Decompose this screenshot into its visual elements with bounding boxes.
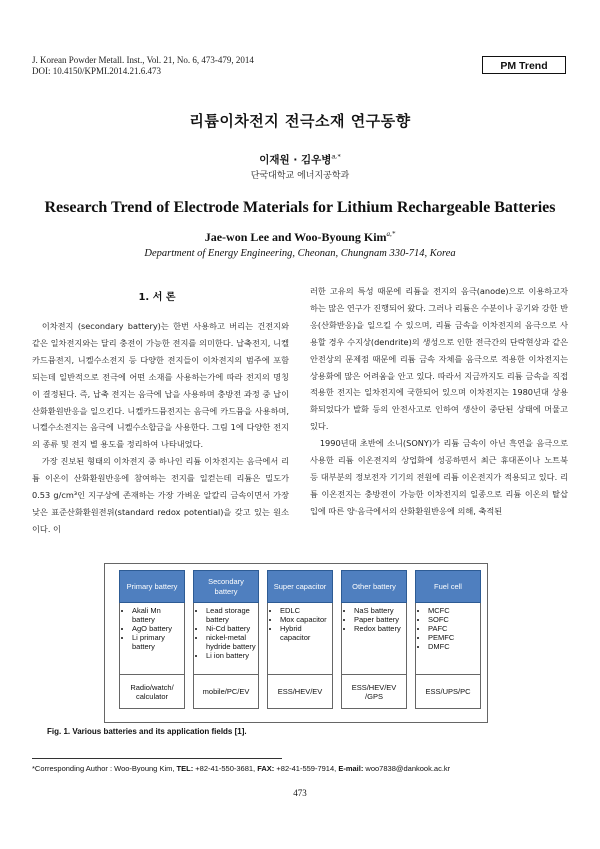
korean-author-superscript: a,*: [331, 152, 341, 161]
figure-item: • MCFC: [428, 606, 478, 615]
figure-column-header: Secondary battery: [193, 570, 259, 603]
figure-column-items: [193, 603, 259, 675]
figure-item: • PAFC: [428, 624, 478, 633]
figure-item: • Ni-Cd battery: [206, 624, 256, 633]
english-author-superscript: a,*: [386, 230, 396, 238]
page-number: 473: [293, 788, 307, 798]
figure-item: • Lead storage battery: [206, 606, 256, 624]
figure-column-footer: mobile/PC/EV: [193, 675, 259, 709]
figure-column-items: [341, 603, 407, 675]
figure-column-footer: Radio/watch/ calculator: [119, 675, 185, 709]
paragraph: 가장 진보된 형태의 이차전지 중 하나인 리튬 이차전지는 음극에서 리튬 이온이 산화환원반응에 참여하는 전지를 일컫는데 리튬은 밀도가 0.53 g/cm³인 지구상에 존재하는 가장 가벼운 알칼리 금속이면서 가장 낮은 표준산화환원전위(standard redox potential)을 갖고 있는 원소이다. 이: [32, 456, 289, 534]
figure-item: • PEMFC: [428, 633, 478, 642]
footnote-fax: +82-41-559-7914,: [274, 764, 339, 773]
figure-column-fuelcell: [415, 570, 481, 709]
footnote-tel: +82-41-550-3681,: [193, 764, 258, 773]
paragraph: 이차전지 (secondary battery)는 한번 사용하고 버리는 건전지와 같은 일차전지와는 달리 충전이 가능한 전지를 의미한다. 납축전지, 니켈카드뮴전지, 니켈수소전지 등 다양한 전지들이 이차전지의 범주에 포함되는데 일반적으로 전극에 어떤 소재를 사용하는가에 따라 전지의 명칭이 결정된다. 즉, 납축 전지는 음극에 납을 사용하며 충방전 과정 중 납이 산화환원반응을 일으킨다. 니켈카드뮴전지는 음극에 카드뮴을 사용하며, 니켈수소전지는 음극에 니켈수소합금을 사용한다. 그림 1에 다양한 전지의 종류 및 전지 별 용도를 정리하여 나타내었다.: [32, 321, 289, 450]
figure-item: • Redox battery: [354, 624, 404, 633]
figure-item: • Hybrid capacitor: [280, 624, 330, 642]
right-column: [310, 283, 568, 520]
figure-item: • Akali Mn battery: [132, 606, 182, 624]
paragraph: 러한 고유의 특성 때문에 리튬을 전지의 음극(anode)으로 이용하고자 하는 많은 연구가 진행되어 왔다. 그러나 리튬은 수분이나 공기와 강한 반응(산화반응)을 일으킬 수 있으며, 리튬 금속을 이차전지의 음극으로 사용할 경우 수지상(dendrite)의 생성으로 인한 전극간의 단락현상과 같은 안전상의 문제점 때문에 리튬 금속 자체를 음극으로 적용한 이차전지는 상용화에 많은 어려움을 안고 있다. 따라서 지금까지도 리튬 금속을 직접 적용한 전지는 일차전지에 국한되어 있으며 이차전지는 1980년대 상용화되었다가 발화 등의 안전사고로 인하여 생산이 중단된 상태에 머물고 있다.: [310, 286, 568, 432]
english-title: Research Trend of Electrode Materials for Lithium Rechargeable Batteries: [44, 199, 556, 216]
paragraph: 1990년대 초반에 소니(SONY)가 리튬 금속이 아닌 흑연을 음극으로 사용한 리튬 이온전지의 상업화에 성공하면서 최근 휴대폰이나 노트북 등 대부분의 정보전자 기기의 전원에 리튬 이온전지가 적용되고 있다. 리튬 이온전지는 충방전이 가능한 이차전지의 일종으로 리튬 이온의 탈삽입에 따른 양·음극에서의 산화환원반응에 의해, 축적된: [310, 438, 568, 516]
korean-author-names: 이재원 · 김우병: [259, 154, 332, 166]
battery-types-figure: [104, 563, 488, 723]
english-author-names: Jae-won Lee and Woo-Byoung Kim: [204, 230, 387, 244]
figure-column-footer: ESS/HEV/EV /GPS: [341, 675, 407, 709]
figure-column-footer: ESS/HEV/EV: [267, 675, 333, 709]
figure-column-header: Fuel cell: [415, 570, 481, 603]
figure-item: • Mox capacitor: [280, 615, 330, 624]
doi: DOI: 10.4150/KPMI.2014.21.6.473: [32, 66, 162, 76]
figure-item: • SOFC: [428, 615, 478, 624]
footnote-email-label: E-mail:: [338, 764, 364, 773]
left-column: [32, 318, 289, 538]
figure-item: • Li primary battery: [132, 633, 182, 651]
english-affiliation: Department of Energy Engineering, Cheonan, Chungnam 330-714, Korea: [144, 248, 456, 259]
figure-column-items: [267, 603, 333, 675]
footnote-label: *Corresponding Author : Woo-Byoung Kim,: [32, 764, 177, 773]
figure-column-header: Other battery: [341, 570, 407, 603]
korean-affiliation: 단국대학교 에너지공학과: [250, 171, 350, 181]
footnote-tel-label: TEL:: [176, 764, 194, 773]
figure-item: • Paper battery: [354, 615, 404, 624]
figure-item: • EDLC: [280, 606, 330, 615]
figure-caption: Fig. 1. Various batteries and its application fields [1].: [47, 727, 247, 736]
figure-column-items: [415, 603, 481, 675]
figure-item: • nickel-metal hydride battery: [206, 633, 256, 651]
figure-item: • DMFC: [428, 642, 478, 651]
figure-item: • AgO battery: [132, 624, 182, 633]
section-heading: 1. 서 론: [138, 292, 176, 303]
figure-column-supercapacitor: [267, 570, 333, 709]
figure-item: • NaS battery: [354, 606, 404, 615]
corresponding-author-footnote: [32, 764, 450, 773]
figure-column-header: Super capacitor: [267, 570, 333, 603]
figure-column-header: Primary battery: [119, 570, 185, 603]
journal-citation: J. Korean Powder Metall. Inst., Vol. 21, No. 6, 473-479, 2014: [32, 55, 254, 65]
footnote-email: woo7838@dankook.ac.kr: [363, 764, 451, 773]
korean-title: 리튬이차전지 전극소재 연구동향: [189, 112, 411, 130]
footnote-divider: [32, 758, 282, 759]
english-authors: [0, 230, 600, 245]
figure-column-items: [119, 603, 185, 675]
figure-column-other: [341, 570, 407, 709]
figure-column-primary: [119, 570, 185, 709]
figure-item: • Li ion battery: [206, 651, 256, 660]
article-type-badge: PM Trend: [482, 56, 566, 74]
footnote-fax-label: FAX:: [257, 764, 275, 773]
figure-column-secondary: [193, 570, 259, 709]
korean-authors: [0, 152, 600, 167]
figure-column-footer: ESS/UPS/PC: [415, 675, 481, 709]
